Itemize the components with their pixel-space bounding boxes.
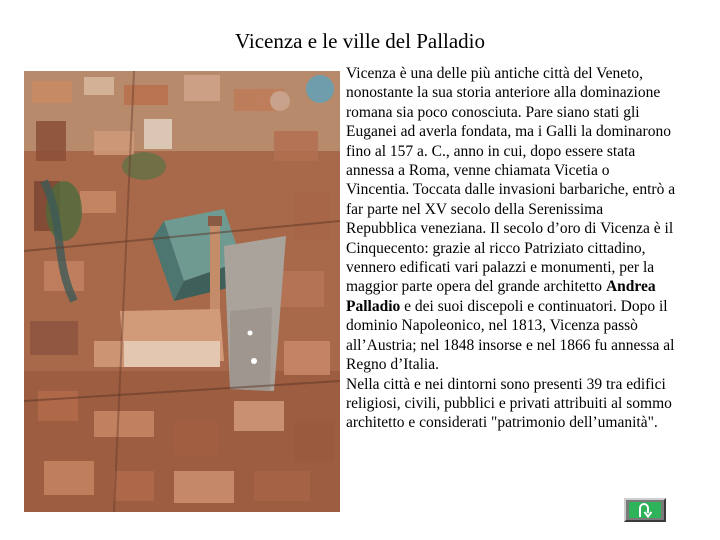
history-text-end: e dei suoi discepoli e continuatori. Dopo il dominio Napoleonico, nel 1813, Vicenza passò all’Austria; nel 1848 insorse e nel 1866 fu annessa al Regno d’Italia. <box>346 297 675 374</box>
history-paragraph <box>346 64 676 375</box>
architect-name: Andrea Palladio <box>346 278 656 315</box>
u-turn-arrow-icon <box>636 502 654 518</box>
page-title <box>0 28 720 54</box>
description-text <box>346 64 676 433</box>
heritage-paragraph: Nella città e nei dintorni sono presenti 39 tra edifici religiosi, civili, pubblici e privati attribuiti al sommo architetto e considerati "patrimonio dell’umanità". <box>346 375 672 432</box>
aerial-photo-illustration <box>24 71 340 512</box>
history-text-start: Vicenza è una delle più antiche città del Veneto, nonostante la sua storia anteriore alla dominazione romana sia poco conosciuta. Pare siano stati gli Euganei ad averla fondata, ma i Galli la dominarono fino al 157 a. C., anno in cui, dopo essere stata annessa a Roma, venne chiamata Vicetia o Vincentia. Toccata dalle invasioni barbariche, entrò a far parte nel XV secolo della Serenissima Repubblica veneziana. Il secolo d’oro di Vicenza è il Cinquecento: grazie al ricco Patriziato cittadino, vennero edificati vari palazzi e monumenti, per la maggior parte opera del grande architetto <box>346 65 676 296</box>
vicenza-aerial-photo <box>24 71 340 512</box>
return-button[interactable] <box>624 498 666 522</box>
title-text: Vicenza e le ville del Palladio <box>234 29 486 53</box>
